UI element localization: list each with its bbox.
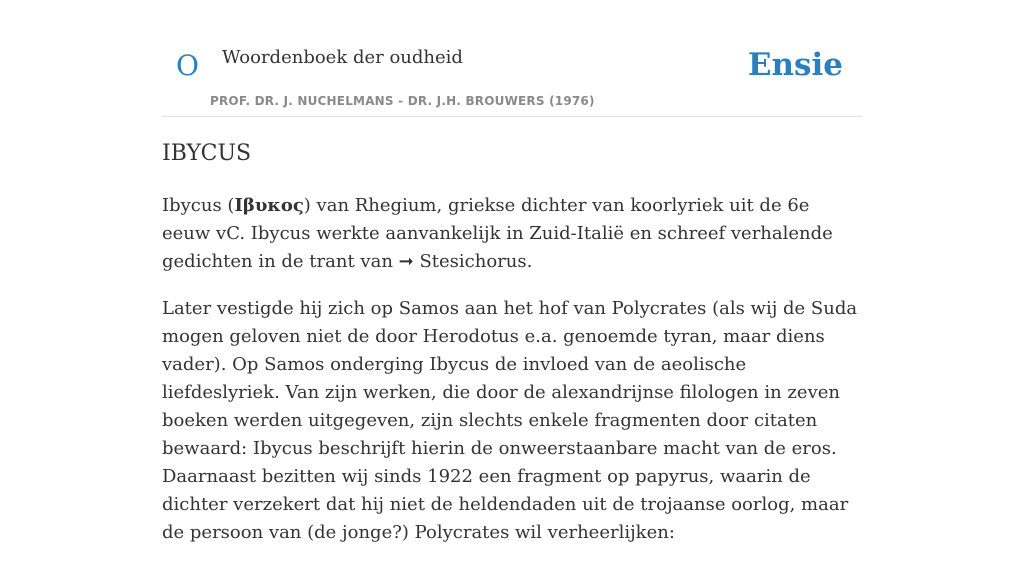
paragraph-1 xyxy=(162,192,862,276)
book-authors: PROF. DR. J. NUCHELMANS - DR. J.H. BROUWERS (1976) xyxy=(210,94,595,108)
index-letter[interactable]: O xyxy=(176,49,199,82)
entry-body xyxy=(162,192,862,566)
stesichorus-link[interactable]: Stesichorus xyxy=(419,251,527,272)
arrow-icon: ➞ xyxy=(398,251,414,272)
book-title[interactable]: Woordenboek der oudheid xyxy=(222,47,463,68)
header xyxy=(162,0,862,117)
entry-headword: IBYCUS xyxy=(162,141,252,166)
paragraph-2: Later vestigde hij zich op Samos aan het hof van Polycrates (als wij de Suda mogen geloven niet de door Herodotus e.a. genoemde tyran, maar diens vader). Op Samos onderging Ibycus de invloed van de aeolische liefdeslyriek. Van zijn werken, die door de alexandrijnse filologen in zeven boeken werden uitgegeven, zijn slechts enkele fragmenten door citaten bewaard: Ibycus beschrijft hierin de onweerstaanbare macht van de eros. Daarnaast bezitten wij sinds 1922 een fragment op papyrus, waarin de dichter verzekert dat hij niet de heldendaden uit de trojaanse oorlog, maar de persoon van (de jonge?) Polycrates wil verheerlijken: xyxy=(162,298,858,543)
p1-text-start: Ibycus ( xyxy=(162,195,235,216)
p1-text-middle: ) van Rhegium, griekse dichter van koorlyriek uit de 6e eeuw vC. Ibycus werkte aanvankelijk in Zuid-Italië en schreef verhalende gedichten in de trant van xyxy=(162,195,833,272)
p1-text-end: . xyxy=(526,251,533,272)
ensie-logo-link[interactable]: Ensie xyxy=(747,47,843,83)
greek-name: Ιβυκος xyxy=(234,195,304,216)
